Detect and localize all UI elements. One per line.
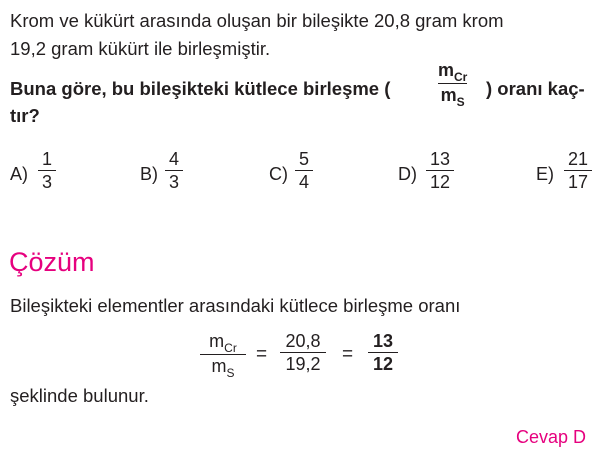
question-ratio-numerator: $m_{Cr}$ [438, 60, 468, 84]
option-d-label: D) [398, 164, 417, 184]
option-d-fraction [426, 149, 454, 192]
equation-middle-fraction [280, 331, 326, 374]
equals-sign: = [342, 344, 354, 365]
option-e-denominator: 17 [567, 172, 589, 192]
question-ratio-fraction [438, 60, 467, 107]
option-a-label: A) [10, 164, 28, 184]
option-c-label: C) [269, 164, 288, 184]
question-ratio-denominator: $m_S$ [440, 85, 465, 109]
equation-left-fraction [200, 331, 246, 378]
equation-middle-numerator: 20,8 [285, 331, 321, 351]
option-c-numerator: 5 [298, 149, 309, 169]
option-a-fraction [38, 149, 56, 192]
question-part-1: Buna göre, bu bileşikteki kütlece birleşme ( [10, 78, 391, 99]
option-d-numerator: 13 [429, 149, 451, 169]
problem-line-2: 19,2 gram kükürt ile birleşmiştir. [10, 38, 271, 59]
equation-middle-denominator: 19,2 [285, 354, 321, 374]
answer-label: Cevap D [516, 427, 587, 447]
option-a-denominator: 3 [41, 172, 52, 192]
option-c-fraction [295, 149, 313, 192]
option-b-label: B) [140, 164, 158, 184]
question-part-2: ) oranı kaç- [486, 78, 585, 99]
option-d-denominator: 12 [429, 172, 451, 192]
fraction-bar [564, 170, 592, 171]
equation-left-denominator: $m_S$ [211, 356, 235, 380]
fraction-bar [280, 352, 326, 353]
option-a-numerator: 1 [41, 149, 52, 169]
solution-outro: şeklinde bulunur. [10, 385, 149, 406]
option-b-fraction [165, 149, 183, 192]
question-line-2: tır? [10, 105, 40, 126]
equation-right-denominator: 12 [372, 354, 394, 374]
solution-intro: Bileşikteki elementler arasındaki kütlece birleşme oranı [10, 295, 461, 316]
equation-right-numerator: 13 [372, 331, 394, 351]
fraction-bar [200, 354, 246, 355]
fraction-bar [295, 170, 313, 171]
option-b-numerator: 4 [168, 149, 179, 169]
option-e-fraction [564, 149, 592, 192]
fraction-bar [368, 352, 398, 353]
equals-sign: = [256, 344, 268, 365]
option-e-numerator: 21 [567, 149, 589, 169]
equation-left-numerator: $m_{Cr}$ [209, 331, 237, 355]
problem-line-1: Krom ve kükürt arasında oluşan bir bileşikte 20,8 gram krom [10, 10, 504, 31]
option-c-denominator: 4 [298, 172, 309, 192]
equation-right-fraction [368, 331, 398, 374]
fraction-bar [426, 170, 454, 171]
option-e-label: E) [536, 164, 554, 184]
solution-heading: Çözüm [9, 247, 95, 277]
option-b-denominator: 3 [168, 172, 179, 192]
fraction-bar [165, 170, 183, 171]
fraction-bar [38, 170, 56, 171]
